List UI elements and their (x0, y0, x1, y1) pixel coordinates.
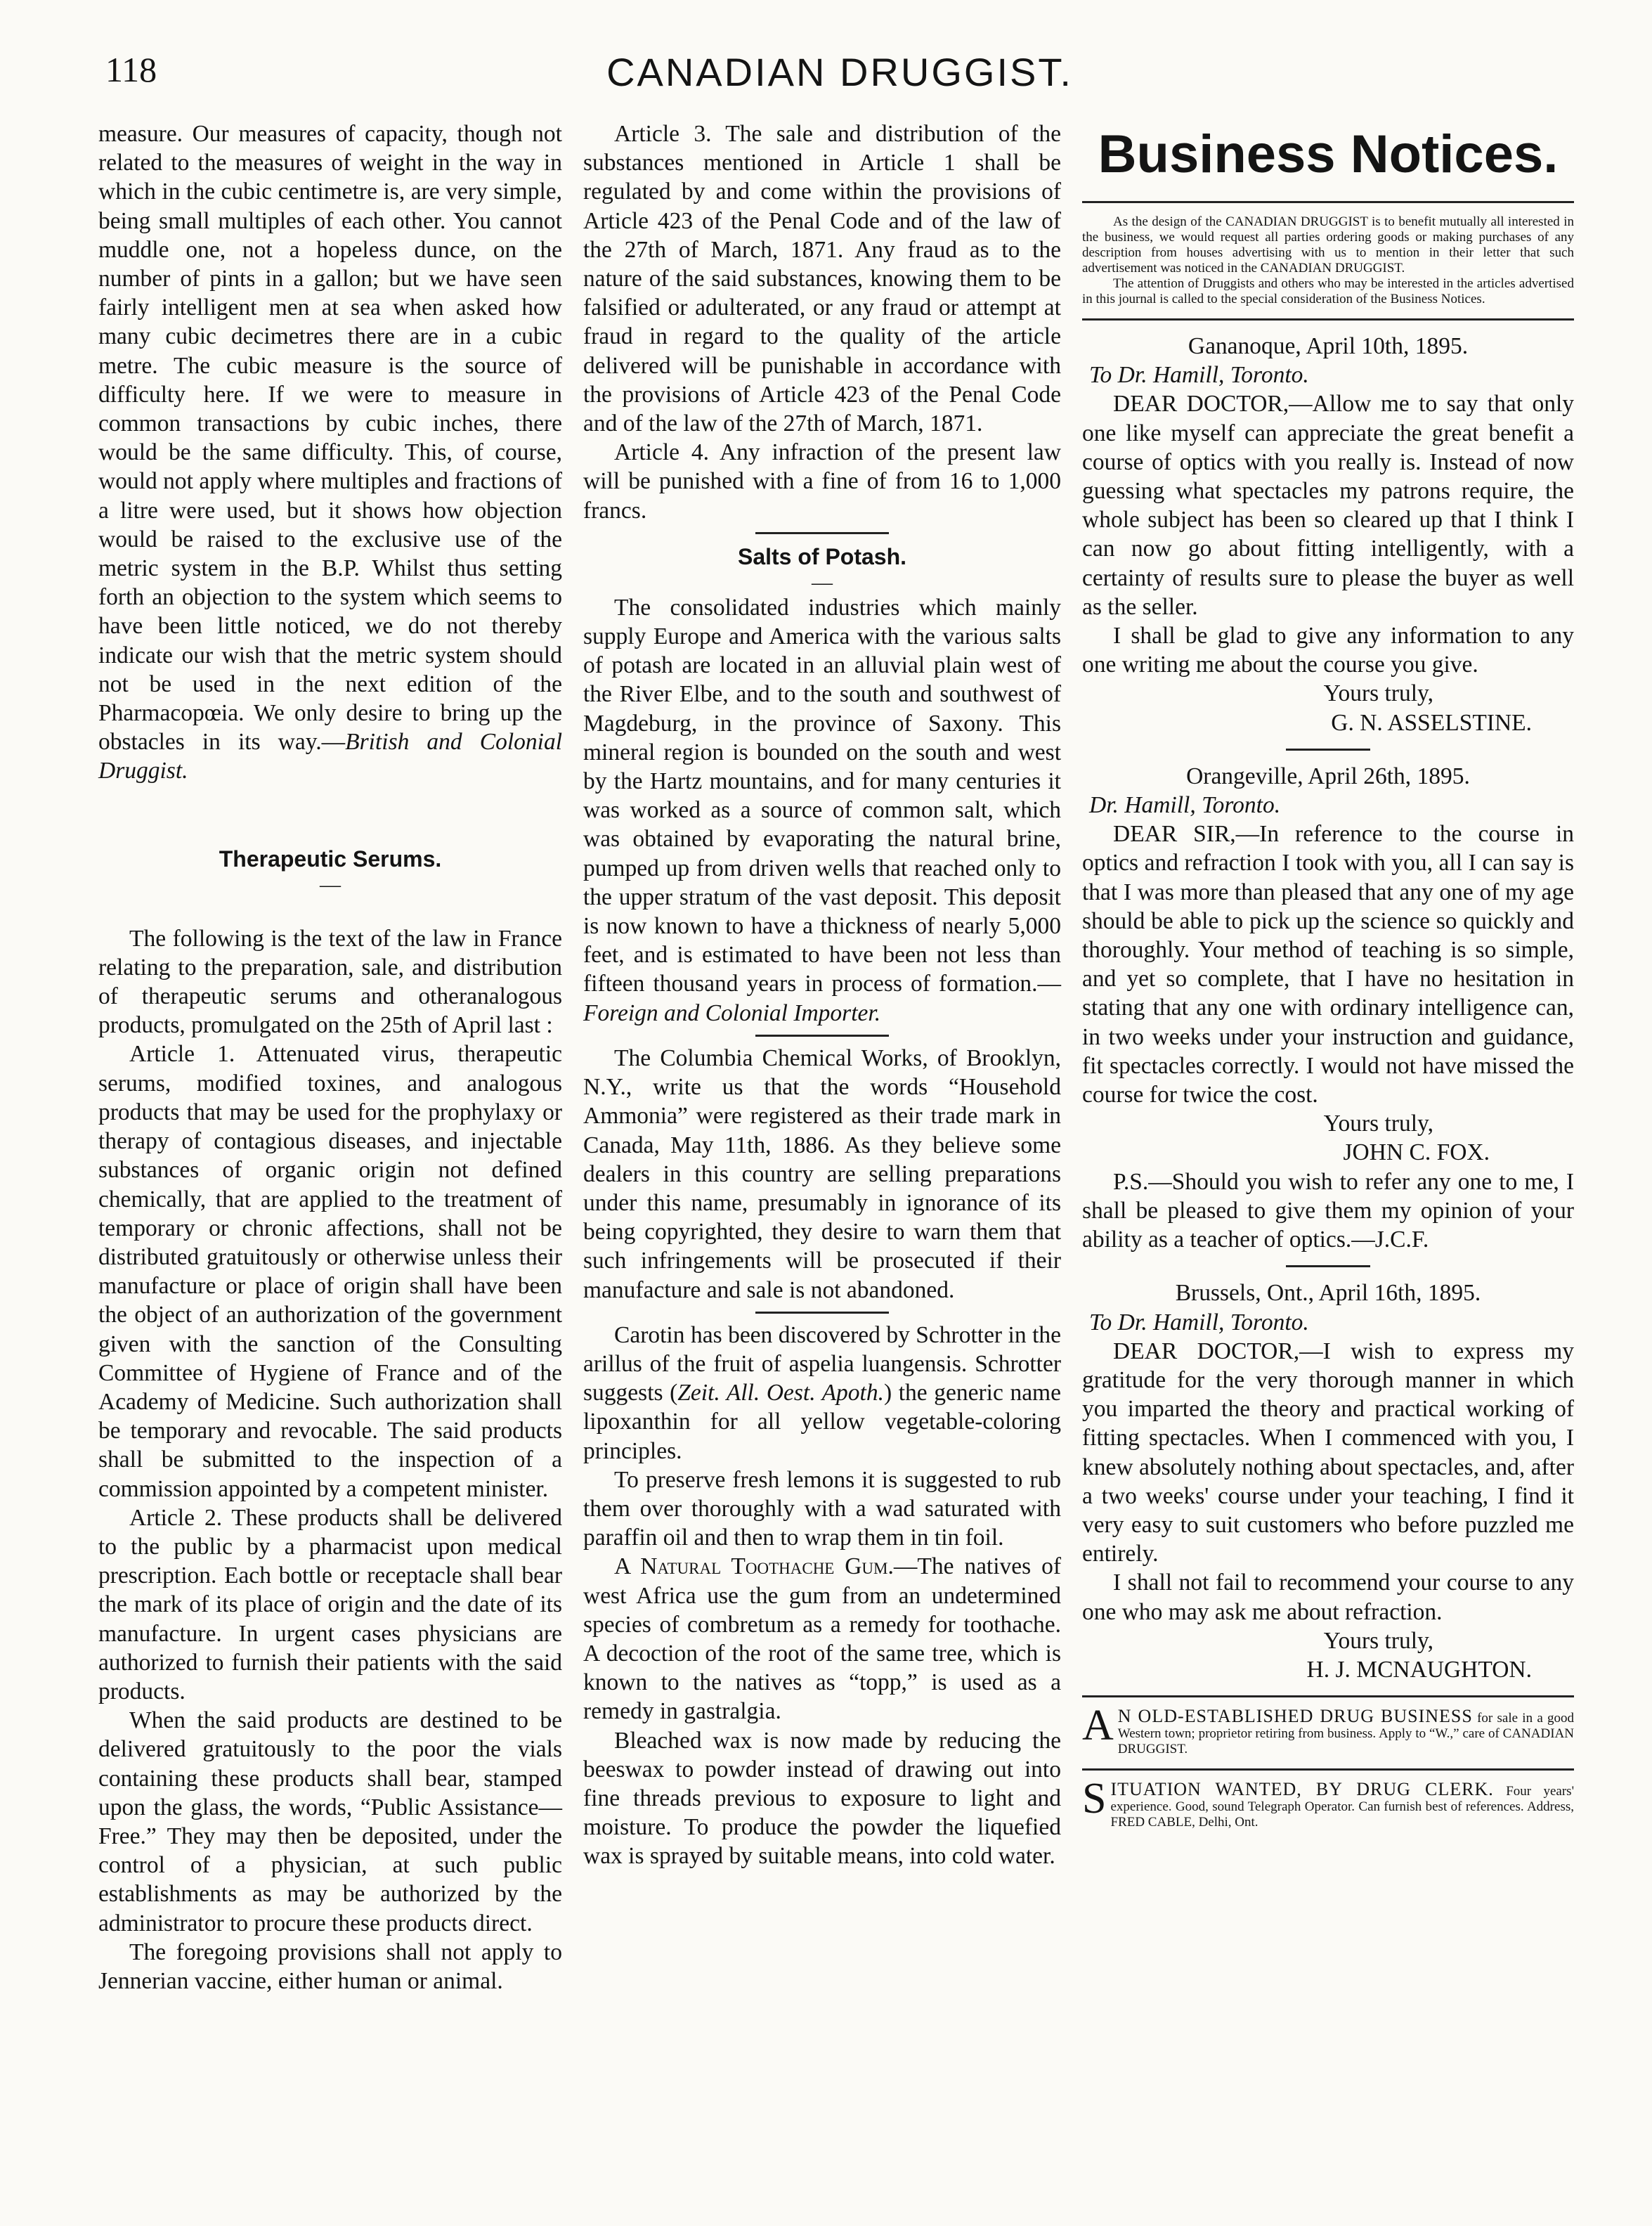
salts-of-potash-heading: Salts of Potash. (737, 543, 907, 569)
letter-1-body-2: I shall be glad to give any information to any one writing me about the course you give. (1082, 623, 1574, 678)
letter-1-date: Gananoque, April 10th, 1895. (1188, 333, 1469, 359)
page-header (105, 49, 1574, 105)
drop-cap: A (1082, 1702, 1114, 1750)
page-number: 118 (105, 50, 157, 89)
notices-intro: As the design of the CANADIAN DRUGGIST is to benefit mutually all interested in the business, we would request all parties ordering goods or making purchases of any description from houses advertising with us to mention in their letter that such advertisement was noticed in the CANADIAN DRUGGIST. (1082, 214, 1574, 276)
letter-rule (1286, 749, 1370, 751)
article-4: Article 4. Any infraction of the present law will be punished with a fine of from 16 to 1,000 francs. (583, 439, 1061, 524)
ad-lead: ITUATION WANTED, BY DRUG CLERK. (1110, 1779, 1494, 1800)
journal-title: CANADIAN DRUGGIST. (606, 50, 1073, 94)
section-rule (755, 532, 889, 534)
heading-dash: — (812, 570, 833, 594)
ad-body: for sale in a good Western town; proprietor retiring from business. Apply to “W.,” care of CANADIAN DRUGGIST. (1117, 1711, 1574, 1757)
columbia-notice: The Columbia Chemical Works, of Brooklyn, N.Y., write us that the words “Household Ammonia” were registered as their trade mark in Canada, May 11th, 1886. As they believe some dealers in this country are selling preparations under this name, presumably in ignorance of its being copyrighted, they desire to warn them that such infringements will be prosecuted if their manufacture and sale is not abandoned. (583, 1044, 1061, 1303)
column-2 (583, 119, 1061, 1871)
journal-reference: Zeit. All. Oest. Apoth. (677, 1380, 884, 1406)
letter-1-body: DEAR DOCTOR,—Allow me to say that only one like myself can appreciate the great benefit a course of optics with you really is. Instead of now guessing what spectacles my patrons require, the whole subject has been so cleared up that I think I can now go about fitting intelligently, with a certainty of results sure to please the buyer as well as the seller. (1082, 391, 1574, 620)
toothache-title: A Natural Toothache Gum. (614, 1553, 894, 1580)
letter-2-address: Dr. Hamill, Toronto. (1089, 792, 1281, 819)
therapeutic-serums-heading: Therapeutic Serums. (219, 846, 442, 872)
letter-3-address: To Dr. Hamill, Toronto. (1089, 1309, 1309, 1335)
letter-3-date: Brussels, Ont., April 16th, 1895. (1175, 1280, 1481, 1307)
business-notices-title: Business Notices. (1098, 124, 1559, 184)
lemons-paragraph: To preserve fresh lemons it is suggested to rub them over thoroughly with a wad saturated with paraffin oil and then to wrap them in tin foil. (583, 1466, 1061, 1551)
section-rule (755, 1035, 889, 1037)
drop-cap: S (1082, 1775, 1107, 1823)
wax-paragraph: Bleached wax is now made by reducing the beeswax to powder instead of drawing out into fine threads previous to exposure to light and moisture. To produce the powder the liquefied wax is sprayed by suitable means, into cold water. (583, 1727, 1061, 1870)
title-rule (1082, 201, 1574, 203)
letter-3-body: DEAR DOCTOR,—I wish to express my gratitude for the very thorough manner in which you imparted the theory and practical working of fitting spectacles. When I commenced with you, I knew absolutely nothing about spectacles, and, after a two weeks' course under your teaching, I find it very easy to suit customers who before puzzled me entirely. (1082, 1338, 1574, 1567)
section-rule (755, 1312, 889, 1314)
classified-ad-situation-wanted (1082, 1775, 1575, 1830)
jennerian-paragraph: The foregoing provisions shall not apply to Jennerian vaccine, either human or animal. (98, 1939, 562, 1994)
ads-rule (1082, 1695, 1574, 1697)
letter-1-address: To Dr. Hamill, Toronto. (1089, 362, 1309, 389)
letter-2-closing: Yours truly, (1323, 1111, 1433, 1137)
ads-rule (1082, 1768, 1574, 1771)
public-assistance-paragraph: When the said products are destined to be delivered gratuitously to the poor the vials containing these products shall bear, stamped upon the glass, the words, “Public Assistance—Free.” They may then be deposited, under the control of a physician, at such public establishments as may be authorized by the administrator to procure these products direct. (98, 1707, 562, 1936)
heading-dash: — (320, 872, 341, 896)
column-1 (98, 119, 562, 1995)
metric-paragraph: measure. Our measures of capacity, though not related to the measures of weight in the way in which in the cubic centimetre is, are very simple, being small multiples of each other. You cannot muddle one, not a hopeless dunce, on the number of pints in a gallon; but we have seen fairly intelligent men at sea when asked how many cubic decimetres there are in a cubic metre. The cubic measure is the source of difficulty here. If we were to measure in common transactions by cubic inches, there would be the same difficulty. This, of course, would not apply where multiples and fractions of a litre were used, but it shows how objection would be raised to the exclusive use of the metric system in the B.P. Whilst thus setting forth an objection to the system which seems to have been little noticed, we do not thereby indicate our wish that the metric system should not be used in the next edition of the Pharmacopœia. We only desire to bring up the obstacles in its way.—British and Colonial Druggist. (98, 121, 562, 784)
source-citation: Foreign and Colonial Importer. (583, 999, 881, 1026)
letter-3-signature: H. J. MCNAUGHTON. (1306, 1656, 1532, 1683)
notices-attention: The attention of Druggists and others who may be interested in the articles advertised in this journal is called to the special consideration of the Business Notices. (1082, 276, 1574, 306)
article-2: Article 2. These products shall be delivered to the public by a pharmacist upon medical prescription. Each bottle or receptacle shall bear the mark of its place of origin and the date of its manufacture. In urgent cases physicians are authorized to furnish their patients with the said products. (98, 1504, 562, 1704)
letter-2-body: DEAR SIR,—In reference to the course in optics and refraction I took with you, all I can say is that I was more than pleased that any one of my age should be able to pick up the science so quickly and thoroughly. Your method of teaching is so simple, and yet so complete, that I have no hesitation in stating that any one with ordinary intelligence can, in two weeks under your instruction and guidance, fit spectacles correctly. I would not have missed the course for twice the cost. (1082, 821, 1574, 1108)
letter-2-postscript: P.S.—Should you wish to refer any one to me, I shall be pleased to give them my opinion of your ability as a teacher of optics.—J.C.F. (1082, 1168, 1574, 1253)
letter-1-signature: G. N. ASSELSTINE. (1331, 709, 1532, 736)
letter-2-signature: JOHN C. FOX. (1343, 1139, 1490, 1166)
classified-ad-drug-business (1082, 1702, 1574, 1757)
ad-body: Four years' experience. Good, sound Telegraph Operator. Can furnish best of references. Address, FRED CABLE, Delhi, Ont. (1110, 1784, 1575, 1830)
serums-intro: The following is the text of the law in France relating to the preparation, sale, and distribution of therapeutic serums and otheranalogous products, promulgated on the 25th of April last : (98, 925, 562, 1039)
letter-1-closing: Yours truly, (1323, 680, 1433, 707)
article-3: Article 3. The sale and distribution of the substances mentioned in Article 1 shall be regulated by and come within the provisions of Article 423 of the Penal Code and of the law of the 27th of March, 1871. Any fraud as to the nature of the said substances, knowing them to be falsified or adulterated, or any fraud or attempt at fraud in regard to the quality of the article delivered will be punishable in accordance with the provisions of Article 423 of the Penal Code and of the law of the 27th of March, 1871. (583, 121, 1061, 437)
letter-2-date: Orangeville, April 26th, 1895. (1186, 763, 1470, 789)
carotin-paragraph: Carotin has been discovered by Schrotter in the arillus of the fruit of aspelia luangensis. Schrotter suggests (Zeit. All. Oest. Apoth.) the generic name lipoxanthin for all yellow vegetable-coloring principles. (583, 1321, 1061, 1464)
ad-lead: N OLD-ESTABLISHED DRUG BUSINESS (1117, 1706, 1473, 1727)
potash-paragraph: The consolidated industries which mainly supply Europe and America with the various salts of potash are located in an alluvial plain west of the River Elbe, and to the south and southwest of Magdeburg, in the province of Saxony. This mineral region is bounded on the south and west by the Hartz mountains, and for many centuries it was worked as a source of common salt, which was obtained by evaporating the natural brine, pumped up from driven wells that reached only to the upper stratum of the vast deposit. This deposit is now known to have a thickness of nearly 5,000 feet, and is estimated to have been not less than fifteen thousand years in process of formation.—Foreign and Colonial Importer. (583, 594, 1061, 1026)
column-3 (1082, 119, 1574, 1830)
letter-rule (1286, 1265, 1370, 1267)
toothache-paragraph: A Natural Toothache Gum.—The natives of west Africa use the gum from an undetermined species of combretum as a remedy for toothache. A decoction of the root of the same tree, which is known to the natives as “topp,” is used as a remedy in gastralgia. (583, 1553, 1061, 1725)
intro-rule (1082, 318, 1574, 321)
letter-3-body-2: I shall not fail to recommend your course to any one who may ask me about refraction. (1082, 1570, 1574, 1625)
source-citation: British and Colonial Druggist. (98, 729, 562, 784)
letter-3-closing: Yours truly, (1323, 1627, 1433, 1654)
article-1: Article 1. Attenuated virus, therapeutic serums, modified toxines, and analogous products that may be used for the prophylaxy or therapy of contagious diseases, and injectable substances of organic origin not defined chemically, that are applied to the treatment of temporary or chronic affections, shall not be distributed gratuitously or otherwise unless their manufacture or place of origin shall have been the object of an authorization of the government given with the sanction of the Consulting Committee of Hygiene of France and of the Academy of Medicine. Such authorization shall be temporary and revocable. The said products shall be submitted to the inspection of a commission appointed by a competent minister. (98, 1041, 562, 1502)
